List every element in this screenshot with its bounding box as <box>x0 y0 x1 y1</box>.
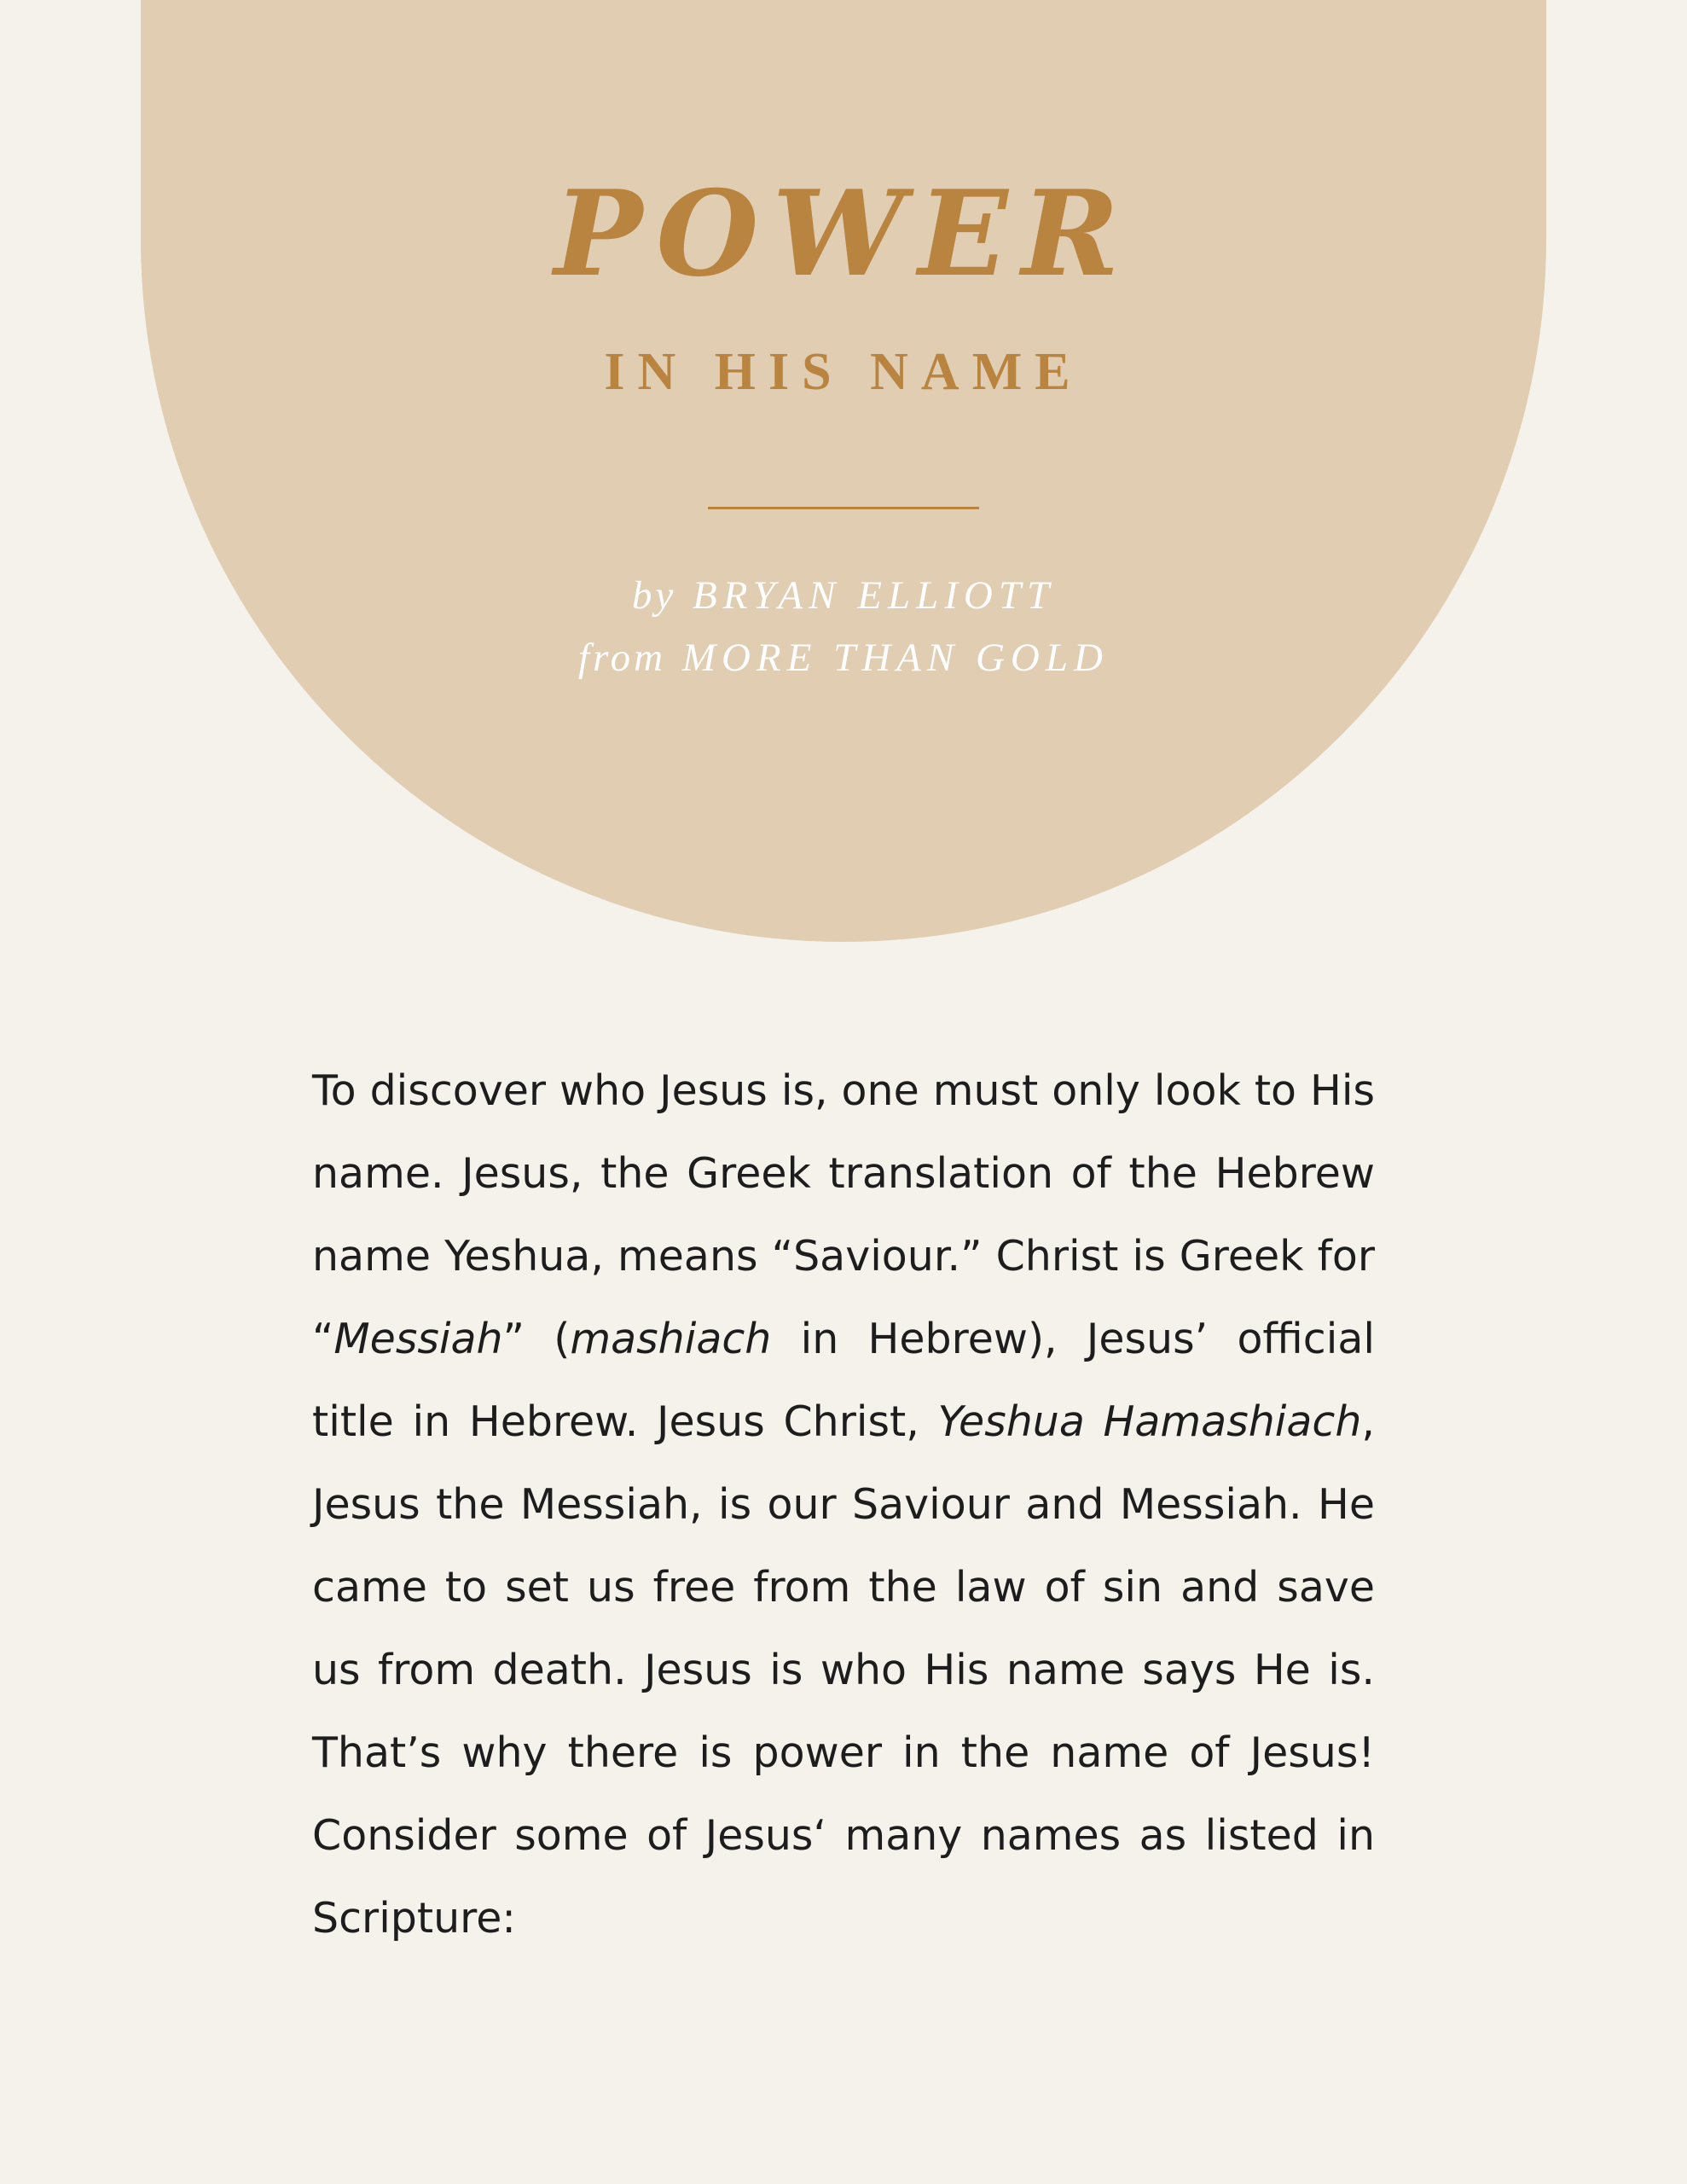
author-prefix: by <box>631 573 677 618</box>
emphasis-mashiach: mashiach <box>570 1315 772 1363</box>
body-text-1: To discover who Jesus is, one must only look to His name. Jesus, the Greek translation of the Hebrew name Yeshua, means “Saviour.” Christ is Greek for “ <box>312 1066 1375 1363</box>
body-text-3: in Hebrew), Jesus’ official title in Hebrew. Jesus Christ, <box>312 1315 1376 1446</box>
emphasis-messiah: Messiah <box>333 1315 503 1363</box>
author-name: BRYAN ELLIOTT <box>693 573 1056 618</box>
body-text-2: ” ( <box>502 1315 571 1363</box>
page-subtitle: IN HIS NAME <box>604 343 1083 401</box>
title-divider <box>708 507 979 509</box>
header-arch <box>141 0 1546 942</box>
source-name: MORE THAN GOLD <box>681 636 1109 680</box>
emphasis-yeshua-hamashiach: Yeshua Hamashiach <box>937 1397 1362 1446</box>
body-paragraph <box>312 1049 1375 1960</box>
author-line <box>0 573 1687 618</box>
source-line <box>0 638 1687 678</box>
body-text-4: , Jesus the Messiah, is our Saviour and Messiah. He came to set us free from the law of sin and save us from death. Jesus is who His name says He is. That’s why there is power in the name of Jesus! Consider some of Jesus‘ many names as listed in Scripture: <box>312 1397 1375 1943</box>
source-prefix: from <box>578 636 667 680</box>
page-title: POWER <box>554 164 1133 303</box>
